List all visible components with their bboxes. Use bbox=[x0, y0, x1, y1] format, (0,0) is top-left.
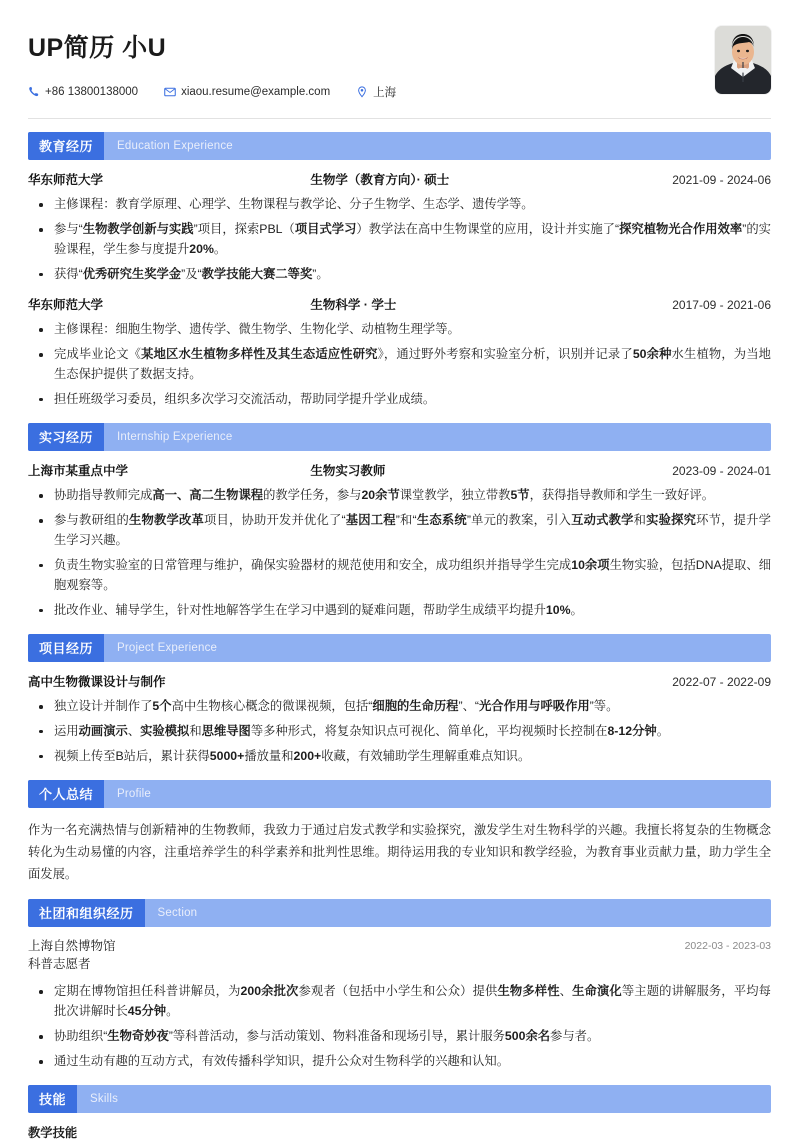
list-item: 协助组织“生物奇妙夜”等科普活动，参与活动策划、物料准备和现场引导，累计服务500余名参与者。 bbox=[28, 1027, 771, 1047]
location-icon bbox=[356, 86, 368, 98]
list-item: 主修课程：教育学原理、心理学、生物课程与教学论、分子生物学、生态学、遗传学等。 bbox=[28, 195, 771, 215]
section-header-education bbox=[28, 132, 771, 160]
entry-date: 2017-09 - 2021-06 bbox=[672, 297, 771, 312]
section-header-internship bbox=[28, 423, 771, 451]
page-title: UP简历 小U bbox=[28, 34, 167, 62]
entry-org: 高中生物微课设计与制作 bbox=[28, 674, 166, 689]
entry-project-0 bbox=[28, 673, 771, 767]
section-title-en: Skills bbox=[90, 1092, 119, 1105]
list-item: 担任班级学习委员，组织多次学习交流活动，帮助同学提升学业成绩。 bbox=[28, 390, 771, 410]
entry-education-1 bbox=[28, 296, 771, 410]
contact-location[interactable] bbox=[356, 84, 396, 100]
section-header-organization bbox=[28, 899, 771, 927]
entry-role: 生物实习教师 bbox=[310, 463, 386, 478]
header-divider bbox=[28, 118, 771, 119]
list-item: 视频上传至B站后，累计获得5000+播放量和200+收藏，有效辅助学生理解重难点知识。 bbox=[28, 747, 771, 767]
mail-icon bbox=[164, 86, 176, 98]
section-title-en: Project Experience bbox=[117, 641, 218, 654]
contact-phone-text: +86 13800138000 bbox=[45, 85, 139, 98]
entry-role: 科普志愿者 bbox=[28, 956, 91, 971]
contact-row bbox=[28, 84, 396, 100]
entry-date: 2023-09 - 2024-01 bbox=[672, 463, 771, 478]
list-item: 通过生动有趣的互动方式，有效传播科学知识，提升公众对生物科学的兴趣和认知。 bbox=[28, 1052, 771, 1072]
contact-email-text: xiaou.resume@example.com bbox=[181, 85, 331, 98]
section-education bbox=[28, 132, 771, 410]
entry-internship-0 bbox=[28, 462, 771, 621]
list-item: 协助指导教师完成高一、高二生物课程的教学任务，参与20余节课堂教学，独立带教5节，获得指导教师和学生一致好评。 bbox=[28, 486, 771, 506]
entry-bullets bbox=[28, 320, 771, 410]
section-profile bbox=[28, 780, 771, 886]
list-item: 独立设计并制作了5个高中生物核心概念的微课视频，包括“细胞的生命历程”、“光合作用与呼吸作用”等。 bbox=[28, 697, 771, 717]
entry-org: 上海自然博物馆 bbox=[28, 938, 116, 953]
section-internship bbox=[28, 423, 771, 621]
entry-names bbox=[28, 938, 685, 974]
entry-education-0 bbox=[28, 171, 771, 285]
phone-icon bbox=[28, 86, 40, 98]
list-item: 参与教研组的生物教学改革项目，协助开发并优化了“基因工程”和“生态系统”单元的教案，引入互动式教学和实验探究环节，提升学生学习兴趣。 bbox=[28, 511, 771, 551]
entry-head bbox=[28, 171, 771, 189]
list-item: 完成毕业论文《某地区水生植物多样性及其生态适应性研究》，通过野外考察和实验室分析，识别并记录了50余种水生植物，为当地生态保护提供了数据支持。 bbox=[28, 345, 771, 385]
entry-org: 华东师范大学 bbox=[28, 297, 104, 312]
contact-phone[interactable] bbox=[28, 86, 138, 98]
header-left bbox=[28, 26, 396, 100]
list-item: 运用动画演示、实验模拟和思维导图等多种形式，将复杂知识点可视化、简单化，平均视频时长控制在8-12分钟。 bbox=[28, 722, 771, 742]
resume-header bbox=[28, 0, 771, 100]
entry-head bbox=[28, 673, 771, 691]
contact-location-text: 上海 bbox=[373, 86, 397, 99]
list-item: 定期在博物馆担任科普讲解员，为200余批次参观者（包括中小学生和公众）提供生物多样性、生命演化等主题的讲解服务，平均每批次讲解时长45分钟。 bbox=[28, 982, 771, 1022]
entry-date: 2021-09 - 2024-06 bbox=[672, 172, 771, 187]
section-title-en: Internship Experience bbox=[117, 430, 233, 443]
section-title-en: Section bbox=[157, 906, 198, 919]
section-title-en: Education Experience bbox=[117, 139, 233, 152]
section-title-cn: 实习经历 bbox=[28, 423, 104, 451]
entry-head bbox=[28, 296, 771, 314]
profile-text: 作为一名充满热情与创新精神的生物教师，我致力于通过启发式教学和实验探究，激发学生对生物科学的兴趣。我擅长将复杂的生物概念转化为生动易懂的内容，注重培养学生的科学素养和批判性思维。期待运用我的专业知识和教学经验，为教育事业贡献力量，助力学生全面发展。 bbox=[28, 822, 771, 882]
avatar bbox=[715, 26, 771, 94]
section-organization bbox=[28, 899, 771, 1072]
list-item: 参与“生物教学创新与实践”项目，探索PBL（项目式学习）教学法在高中生物课堂的应用，设计并实施了“探究植物光合作用效率”的实验课程，学生参与度提升20%。 bbox=[28, 220, 771, 260]
section-title-cn: 个人总结 bbox=[28, 780, 104, 808]
entry-head bbox=[28, 938, 771, 974]
entry-org: 华东师范大学 bbox=[28, 172, 104, 187]
entry-bullets bbox=[28, 697, 771, 767]
entry-date: 2022-07 - 2022-09 bbox=[672, 674, 771, 689]
entry-organization-0 bbox=[28, 938, 771, 1072]
section-title-cn: 教育经历 bbox=[28, 132, 104, 160]
section-title-cn: 技能 bbox=[28, 1085, 77, 1113]
section-title-cn: 社团和组织经历 bbox=[28, 899, 145, 927]
entry-bullets bbox=[28, 486, 771, 620]
list-item: 负责生物实验室的日常管理与维护，确保实验器材的规范使用和安全，成功组织并指导学生完成10余项生物实验，包括DNA提取、细胞观察等。 bbox=[28, 556, 771, 596]
section-header-profile bbox=[28, 780, 771, 808]
list-item: 批改作业、辅导学生，针对性地解答学生在学习中遇到的疑难问题，帮助学生成绩平均提升10%。 bbox=[28, 601, 771, 621]
section-title-cn: 项目经历 bbox=[28, 634, 104, 662]
list-item: 主修课程：细胞生物学、遗传学、微生物学、生物化学、动植物生理学等。 bbox=[28, 320, 771, 340]
entry-head bbox=[28, 462, 771, 480]
section-title-en: Profile bbox=[117, 787, 152, 800]
contact-email[interactable] bbox=[164, 86, 330, 98]
entry-role: 生物科学 · 学士 bbox=[310, 297, 397, 312]
skill-category: 教学技能 bbox=[28, 1125, 78, 1140]
section-header-project bbox=[28, 634, 771, 662]
section-header-skills bbox=[28, 1085, 771, 1113]
entry-date: 2022-03 - 2023-03 bbox=[684, 939, 771, 952]
entry-role: 生物学（教育方向）· 硕士 bbox=[310, 172, 450, 187]
entry-bullets bbox=[28, 982, 771, 1072]
entry-org: 上海市某重点中学 bbox=[28, 463, 129, 478]
section-skills bbox=[28, 1085, 771, 1141]
section-project bbox=[28, 634, 771, 767]
skills-body bbox=[28, 1123, 771, 1141]
list-item: 获得“优秀研究生奖学金”及“教学技能大赛二等奖”。 bbox=[28, 265, 771, 285]
entry-bullets bbox=[28, 195, 771, 285]
